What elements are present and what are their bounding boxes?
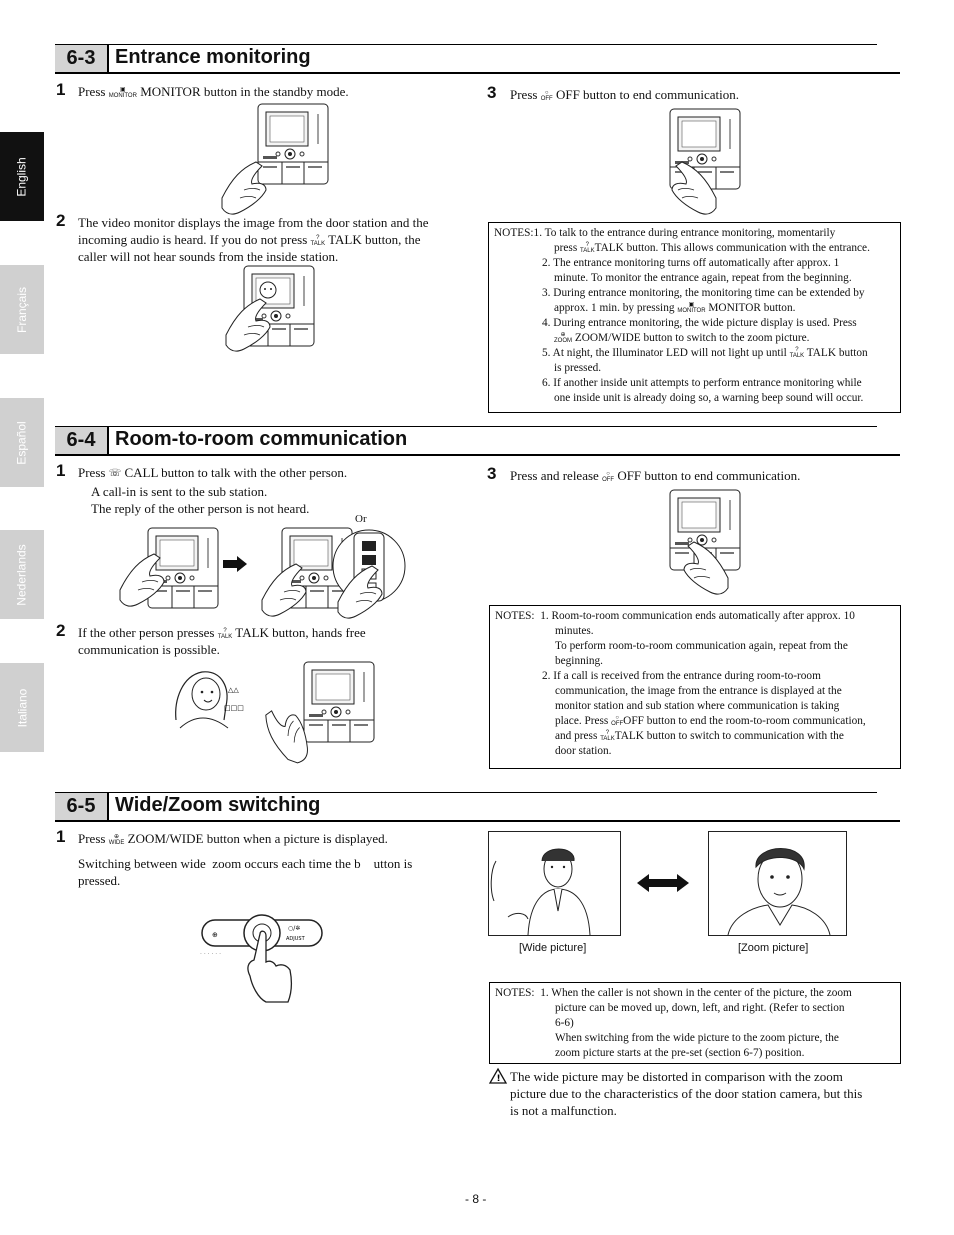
note-line: minute. To monitor the entrance again, repeat from the beginning. [554,272,852,284]
svg-text:!: ! [496,1074,501,1084]
off-icon: ○ OFF [611,715,624,728]
tab-espanol[interactable] [0,398,44,487]
tab-italiano[interactable] [0,663,44,752]
note-line: 3. During entrance monitoring, the monitoring time can be extended by [542,287,865,299]
step-text [78,83,349,100]
step-text [510,467,800,484]
text: Press [78,465,106,480]
text: The video monitor displays the image from the door station and the [78,215,429,230]
step-number: 1 [56,827,66,846]
note-line: 6-6) [555,1017,574,1029]
note-line: picture can be moved up, down, left, and right. (Refer to section [555,1002,845,1014]
note-text: TALK button. This allows communication with the entrance. [594,242,870,254]
text: CALL button to talk with the other person. [124,465,348,480]
hand-illustration [338,572,398,622]
note-label: NOTES: [495,610,535,622]
svg-text:○/✲: ○/✲ [288,925,301,932]
step-number: 1 [56,80,66,99]
control-pad-illustration [200,912,324,1004]
warning-line: The wide picture may be distorted in comparison with the zoom [510,1069,843,1084]
tab-label: Français [15,286,30,333]
zoom-picture-caption: [Zoom picture] [738,942,809,954]
note-text: 5. At night, the Illuminator LED will not light up until [542,347,787,359]
talk-icon: ? TALK [310,235,326,248]
text: MONITOR button in the standby mode. [140,84,349,99]
tab-nederlands[interactable] [0,530,44,619]
hand-illustration [684,548,744,598]
note-text: place. Press [555,715,609,727]
note-text: press [554,242,578,254]
talk-icon: ? TALK [789,347,805,360]
off-icon: ○ OFF [602,471,615,484]
note-line: 2. The entrance monitoring turns off automatically after approx. 1 [542,257,840,269]
hand-illustration [262,570,322,620]
note-text: ZOOM/WIDE button to switch to the zoom picture. [574,332,810,344]
notes-box-6-3 [488,222,901,413]
hand-illustration [120,560,180,610]
note-text: MONITOR button. [708,302,796,314]
warning-line: is not a malfunction. [510,1103,617,1118]
text: incoming audio is heard. If you do not press [78,232,308,247]
section-header-6-3 [55,44,900,74]
note-text: 1. Room-to-room communication ends automatically after approx. 10 [540,610,855,622]
text: TALK button, hands free [235,625,366,640]
svg-text:△△: △△ [228,686,239,694]
arrow-right-icon [223,556,247,572]
note-line: minutes. [555,625,594,637]
note-line: one inside unit is already doing so, a warning beep sound will occur. [554,392,864,404]
zoom-icon: ⊕ WIDE [108,834,125,847]
step-text [78,624,366,641]
call-icon: ☏ [108,468,122,480]
note-text: TALK button to switch to communication with the [614,730,844,742]
section-header-6-5 [55,792,900,822]
note-text: approx. 1 min. by pressing [554,302,675,314]
note-text: and press [555,730,598,742]
warning-text [510,1068,900,1119]
warning-line: picture due to the characteristics of the door station camera, but this [510,1086,863,1101]
step-number: 2 [56,211,66,230]
tab-label: English [14,156,29,197]
hand-illustration [226,305,286,355]
tab-english[interactable] [0,132,44,221]
note-line: To perform room-to-room communication again, repeat from the [555,640,848,652]
text: OFF button to end communication. [617,468,801,483]
monitor-icon: ▣ MONITOR [108,87,137,100]
hand-illustration [672,168,732,218]
note-text: TALK button [806,347,868,359]
note-line: beginning. [555,655,604,667]
talk-icon: ? TALK [217,628,233,641]
double-arrow-icon [637,874,689,892]
text: If the other person presses [78,625,215,640]
section-title: Entrance monitoring [115,46,311,68]
svg-text:· · · · · ·: · · · · · · [200,951,221,958]
hand-illustration [266,714,326,764]
section-number: 6-5 [55,793,109,820]
section-title: Wide/Zoom switching [115,794,321,816]
text: TALK button, the [328,232,421,247]
note-label: NOTES: [495,987,535,999]
note-line: 4. During entrance monitoring, the wide picture display is used. Press [542,317,857,329]
section-number: 6-3 [55,45,109,72]
zoom-icon: ⊕ ZOOM [554,332,572,345]
note-line: monitor station and sub station where communication is taking [555,700,840,712]
tab-label: Italiano [14,688,29,727]
adjust-label: ADJUST [286,936,305,942]
note-line: NOTES:1. To talk to the entrance during entrance monitoring, momentarily [494,227,836,239]
text: Press [78,84,106,99]
note-line: communication, the image from the entrance is displayed at the [555,685,842,697]
step-number: 3 [487,464,497,483]
section-header-6-4 [55,426,900,456]
wide-picture-illustration [488,831,622,937]
text: Press [78,831,106,846]
step-text-line: A call-in is sent to the sub station. [91,484,268,499]
text: Press [510,87,538,102]
note-line: zoom picture starts at the pre-set (section 6-7) position. [555,1047,805,1059]
text: OFF button to end communication. [555,87,740,102]
off-icon: ○ OFF [540,90,553,103]
step-number: 1 [56,461,66,480]
text: caller will not hear sounds from the inside station. [78,249,339,264]
zoom-picture-illustration [708,831,848,937]
step-text [78,464,347,481]
talk-icon: ? TALK [580,242,595,255]
step-text-line: Switching between wide zoom occurs each time the b utton is [78,856,413,871]
tab-francais[interactable] [0,265,44,354]
note-text: OFF button to end the room-to-room communication, [623,715,866,727]
notes-box-6-4 [489,605,901,769]
or-label: Or [355,513,367,525]
text: ZOOM/WIDE button when a picture is displayed. [127,831,388,846]
wide-picture-caption: [Wide picture] [519,942,587,954]
page-number: - 8 - [465,1192,487,1206]
svg-text:□□□: □□□ [224,704,244,712]
warning-icon [489,1068,507,1084]
step-text-line: The reply of the other person is not heard. [91,501,310,516]
step-text [510,86,739,103]
hand-illustration [222,168,282,218]
text: Press and release [510,468,599,483]
step-text [78,830,388,847]
step-number: 2 [56,621,66,640]
person-illustration [168,662,248,732]
tab-label: Español [15,420,29,465]
section-title: Room-to-room communication [115,428,408,450]
step-text-line: communication is possible. [78,642,220,657]
step-text-line: pressed. [78,873,121,888]
notes-box-6-5 [489,982,901,1064]
svg-text:⊕: ⊕ [212,931,218,939]
monitor-icon: ▣ MONITOR [677,302,706,315]
section-number: 6-4 [55,427,109,454]
note-line: is pressed. [554,362,602,374]
note-text: 1. When the caller is not shown in the center of the picture, the zoom [540,987,852,999]
note-line: 6. If another inside unit attempts to perform entrance monitoring while [542,377,862,389]
step-number: 3 [487,83,497,102]
step-text [78,214,468,265]
note-line: 2. If a call is received from the entrance during room-to-room [542,670,821,682]
note-line: When switching from the wide picture to the zoom picture, the [555,1032,839,1044]
note-line: door station. [555,745,612,757]
tab-label: Nederlands [15,543,29,606]
talk-icon: ? TALK [600,730,615,743]
